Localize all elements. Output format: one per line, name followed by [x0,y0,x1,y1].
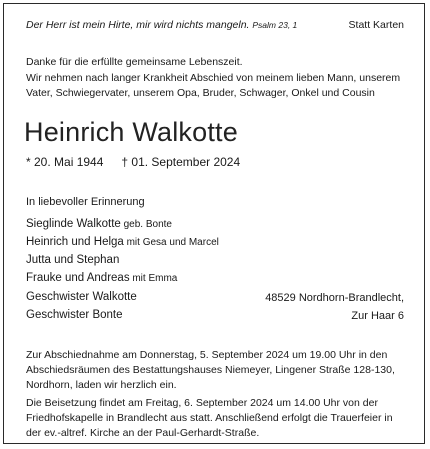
family-member [26,309,123,321]
intro-line-3: Vater, Schwiegervater, unserem Opa, Bruder, Schwager, Onkel und Cousin [26,87,375,99]
family-member-name: Geschwister Walkotte [26,291,137,303]
deceased-name: Heinrich Walkotte [24,117,238,147]
death-date: † 01. September 2024 [121,155,241,169]
address-street: Zur Haar 6 [351,310,404,322]
family-member [26,236,219,248]
life-dates [26,155,240,169]
family-member-note: geb. Bonte [120,219,172,230]
family-member [26,218,172,230]
family-member-note: mit Emma [129,273,178,284]
memory-line: In liebevoller Erinnerung [26,196,145,208]
burial-line-3: der ev.-altref. Kirche an der Paul-Gerhardt-Straße. [26,427,260,439]
burial-line-1: Die Beisetzung findet am Freitag, 6. September 2024 um 14.00 Uhr von der [26,397,378,409]
family-member-name: Jutta und Stephan [26,254,120,266]
statt-karten-label: Statt Karten [348,19,404,31]
family-member [26,254,119,266]
psalm-reference: Psalm 23, 1 [252,20,298,30]
farewell-line-3: Nordhorn, laden wir herzlich ein. [26,379,177,391]
family-member [26,291,137,303]
family-member-name: Sieglinde Walkotte [26,218,121,230]
family-member-name: Heinrich und Helga [26,236,124,248]
burial-line-2: Friedhofskapelle in Brandlecht aus statt. Anschließend erfolgt die Trauerfeier in [26,412,393,424]
family-member-name: Frauke und Andreas [26,272,130,284]
family-member-name: Geschwister Bonte [26,309,123,321]
farewell-line-1: Zur Abschiednahme am Donnerstag, 5. September 2024 um 19.00 Uhr in den [26,349,388,361]
birth-date: * 20. Mai 1944 [26,155,104,169]
farewell-line-2: Abschiedsräumen des Bestattungshauses Niemeyer, Lingener Straße 128-130, [26,364,395,376]
intro-line-2: Wir nehmen nach langer Krankheit Abschied von meinem lieben Mann, unserem [26,72,401,84]
family-member-note: mit Gesa und Marcel [123,237,219,248]
psalm-quote [26,19,297,31]
family-member [26,272,177,284]
psalm-text: Der Herr ist mein Hirte, mir wird nichts mangeln. [26,19,250,31]
address-city: 48529 Nordhorn-Brandlecht, [265,292,404,304]
intro-line-1: Danke für die erfüllte gemeinsame Lebenszeit. [26,56,243,68]
